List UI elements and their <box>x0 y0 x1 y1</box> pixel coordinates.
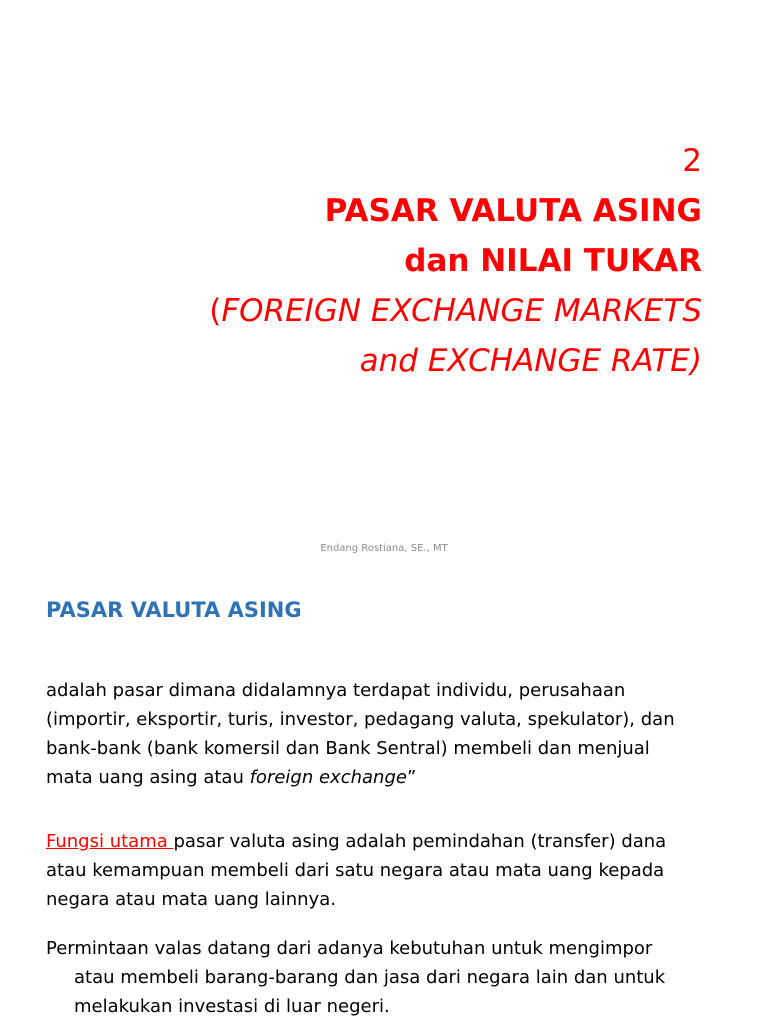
paragraph-1-line-2: (importir, eksportir, turis, investor, pedagang valuta, spekulator), dan <box>46 709 675 730</box>
paragraph-2-line-3: negara atau mata uang lainnya. <box>46 889 336 910</box>
paragraph-3-line-2: atau membeli barang-barang dan jasa dari negara lain dan untuk <box>74 967 666 988</box>
closing-quote: ” <box>406 767 417 788</box>
title-paren-open: ( <box>209 293 222 329</box>
paragraph-2-line-1-rest: pasar valuta asing adalah pemindahan (transfer) dana <box>173 831 667 852</box>
slide-title <box>42 136 702 386</box>
title-line-3-italic: FOREIGN EXCHANGE MARKETS <box>221 293 702 329</box>
title-line-3 <box>42 286 702 336</box>
paragraph-2-line-1 <box>46 827 726 856</box>
paragraph-3-line-1: Permintaan valas datang dari adanya kebutuhan untuk mengimpor <box>46 938 653 959</box>
title-line-1: PASAR VALUTA ASING <box>324 193 702 229</box>
main-function-highlight: Fungsi utama <box>46 831 174 852</box>
paragraph-demand <box>46 934 726 1021</box>
paragraph-1-line-4 <box>46 763 726 792</box>
paragraph-2-line-2: atau kemampuan membeli dari satu negara atau mata uang kepada <box>46 860 665 881</box>
author-credit: Endang Rostiana, SE., MT <box>320 543 448 554</box>
paragraph-main-function <box>46 827 726 914</box>
paragraph-1-line-1: adalah pasar dimana didalamnya terdapat individu, perusahaan <box>46 680 626 701</box>
paragraph-1-line-4-plain: mata uang asing atau <box>46 767 250 788</box>
paragraph-definition <box>46 676 726 792</box>
foreign-exchange-term: foreign exchange <box>249 767 407 788</box>
title-line-2: dan NILAI TUKAR <box>404 243 702 279</box>
paragraph-3-line-3: melakukan investasi di luar negeri. <box>74 996 390 1017</box>
paragraph-1-line-3: bank-bank (bank komersil dan Bank Sentral) membeli dan menjual <box>46 738 650 759</box>
title-line-4: and EXCHANGE RATE) <box>359 343 702 379</box>
slide-number: 2 <box>682 143 702 179</box>
section-heading: PASAR VALUTA ASING <box>46 598 302 622</box>
